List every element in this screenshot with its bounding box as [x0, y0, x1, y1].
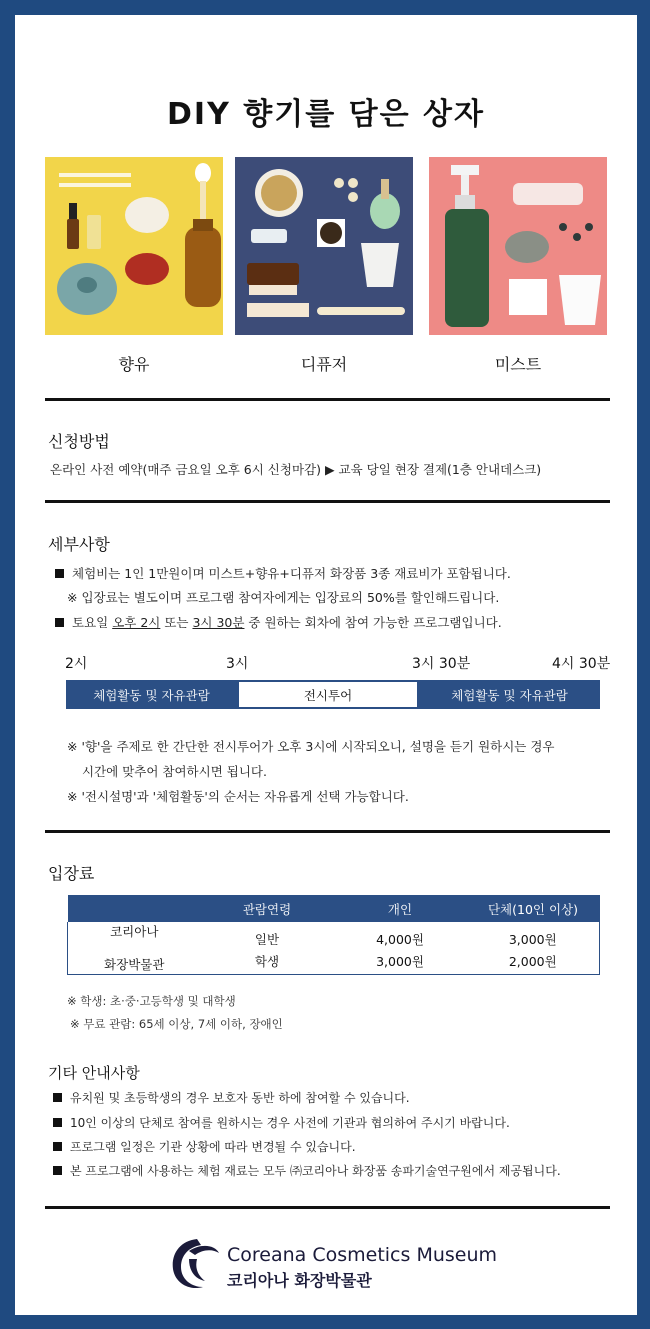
fee-header-individual: 개인 [334, 895, 467, 922]
fee-table-header [68, 895, 600, 922]
mist-photo [429, 157, 607, 335]
mist-illustration [429, 157, 607, 335]
fee-header-age: 관람연령 [201, 895, 334, 922]
perfume-oil-illustration [45, 157, 223, 335]
fee-museum-cell [68, 922, 201, 974]
details-order-note: ※ '전시설명'과 '체험활동'의 순서는 자유롭게 선택 가능합니다. [67, 789, 409, 804]
perfume-oil-photo [45, 157, 223, 335]
other-item-3: 프로그램 일정은 기관 상황에 따라 변경될 수 있습니다. [53, 1138, 356, 1155]
fee-age-general: 일반 [254, 932, 280, 947]
museum-name-korean: 코리아나 화장박물관 [227, 1271, 372, 1290]
details-schedule-line [55, 613, 502, 631]
section-divider [45, 1206, 610, 1209]
timeline-label-tour-end: 3시 30분 [412, 656, 471, 672]
section-divider [45, 500, 610, 503]
details-fee-line: 체험비는 1인 1만원이며 미스트+향유+디퓨저 화장품 3종 재료비가 포함됩니다. [55, 564, 511, 582]
fee-individual-general: 4,000원 [376, 932, 424, 947]
details-tour-note: ※ '향'을 주제로 한 간단한 전시투어가 오후 3시에 시작되오니, 설명을 듣기 원하시는 경우 [67, 739, 555, 754]
time-slot-1: 오후 2시 [112, 615, 161, 630]
museum-name-1: 코리아나 [110, 924, 159, 940]
caption-perfume-oil: 향유 [118, 355, 150, 374]
fee-header-group: 단체(10인 이상) [467, 895, 600, 922]
fee-heading: 입장료 [48, 864, 95, 883]
schedule-mid: 또는 [160, 615, 193, 630]
timeline-label-start: 2시 [65, 656, 88, 672]
other-item-4: 본 프로그램에 사용하는 체험 재료는 모두 ㈜코리아나 화장품 송파기술연구원에서 제공됩니다. [53, 1162, 561, 1179]
museum-logo-icon [167, 1233, 221, 1293]
other-heading: 기타 안내사항 [48, 1064, 140, 1082]
fee-age-student: 학생 [254, 953, 280, 969]
museum-name-english: Coreana Cosmetics Museum [227, 1244, 498, 1266]
timeline-label-end: 4시 30분 [552, 656, 611, 672]
apply-heading: 신청방법 [48, 432, 110, 451]
schedule-suffix: 중 원하는 회차에 참여 가능한 프로그램입니다. [244, 615, 502, 630]
timeline-label-tour-start: 3시 [226, 656, 249, 672]
museum-name-2: 화장박물관 [104, 957, 165, 973]
fee-header-blank [68, 895, 201, 922]
fee-table [67, 895, 600, 975]
time-slot-2: 3시 30분 [192, 615, 245, 630]
fee-student-note: ※ 학생: 초·중·고등학생 및 대학생 [67, 994, 236, 1008]
diffuser-illustration [235, 157, 413, 335]
caption-diffuser: 디퓨저 [300, 355, 348, 374]
page-title: DIY 향기를 담은 상자 [167, 97, 485, 132]
schedule-prefix: 토요일 [72, 615, 113, 630]
caption-mist: 미스트 [494, 355, 542, 374]
other-item-2: 10인 이상의 단체로 참여를 원하시는 경우 사전에 기관과 협의하여 주시기 바랍니다. [53, 1114, 510, 1131]
details-heading: 세부사항 [48, 535, 110, 554]
section-divider [45, 398, 610, 401]
fee-group-student: 2,000원 [508, 953, 557, 969]
poster-card [15, 15, 637, 1315]
section-divider [45, 830, 610, 833]
timeline-segment-activity-2: 체험활동 및 자유관람 [419, 680, 600, 709]
details-tour-note-cont: 시간에 맞추어 참여하시면 됩니다. [82, 764, 267, 779]
timeline-segment-activity-1: 체험활동 및 자유관람 [66, 680, 237, 709]
table-row [68, 922, 600, 948]
fee-individual-student: 3,000원 [376, 953, 424, 969]
details-admission-note: ※ 입장료는 별도이며 프로그램 참여자에게는 입장료의 50%를 할인해드립니다. [67, 590, 500, 605]
other-item-1: 유치원 및 초등학생의 경우 보호자 동반 하에 참여할 수 있습니다. [53, 1089, 410, 1106]
fee-group-general: 3,000원 [508, 932, 557, 947]
fee-free-note: ※ 무료 관람: 65세 이상, 7세 이하, 장애인 [70, 1017, 283, 1031]
diffuser-photo [235, 157, 413, 335]
apply-text: 온라인 사전 예약(매주 금요일 오후 6시 신청마감) ▶ 교육 당일 현장 결제(1층 안내데스크) [50, 462, 542, 477]
timeline-segment-tour: 전시투어 [237, 680, 419, 709]
